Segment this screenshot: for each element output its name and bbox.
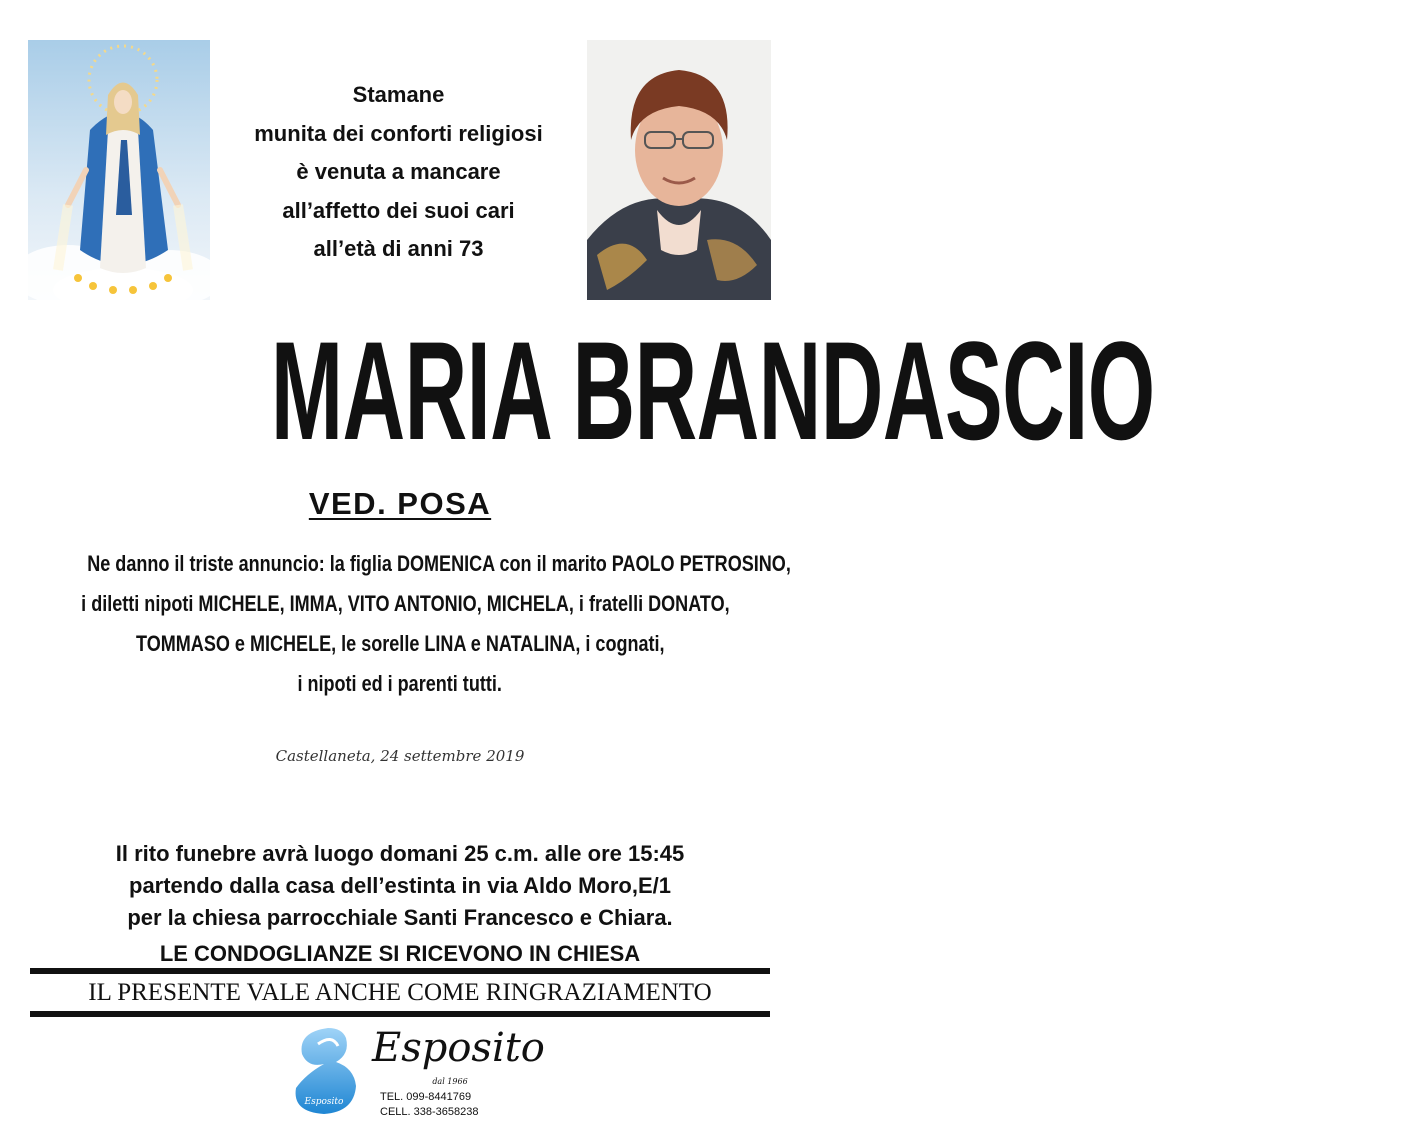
esposito-logo bbox=[288, 1024, 360, 1118]
divider-top bbox=[30, 968, 770, 974]
widow-of-text: VED. POSA bbox=[308, 486, 492, 521]
intro-line: all’età di anni 73 bbox=[313, 236, 484, 261]
brand-name: Esposito bbox=[372, 1025, 545, 1071]
funeral-line: per la chiesa parrocchiale Santi Francesco e Chiara. bbox=[127, 905, 673, 930]
announcement-line: Ne danno il triste annuncio: la figlia DOMENICA con il marito PAOLO PETROSINO, bbox=[87, 551, 791, 576]
intro-line: munita dei conforti religiosi bbox=[254, 120, 543, 146]
place-date: Castellaneta, 24 settembre 2019 bbox=[275, 747, 525, 765]
cell-number: CELL. 338-3658238 bbox=[380, 1106, 479, 1118]
brand-since: dal 1966 bbox=[432, 1077, 468, 1086]
announcement-line: TOMMASO e MICHELE, le sorelle LINA e NATALINA, i cognati, bbox=[135, 631, 665, 656]
phone-number: TEL. 099-8441769 bbox=[380, 1091, 472, 1103]
deceased-name-text: MARIA BRANDASCIO bbox=[270, 312, 1155, 469]
intro-line: Stamane bbox=[352, 82, 445, 107]
announcement-line: i diletti nipoti MICHELE, IMMA, VITO ANTONIO, MICHELA, i fratelli DONATO, bbox=[81, 591, 730, 616]
condolences-note: LE CONDOGLIANZE SI RICEVONO IN CHIESA bbox=[159, 941, 641, 966]
logo-text: Esposito bbox=[304, 1097, 344, 1107]
funeral-details bbox=[20, 838, 780, 934]
portrait-photo bbox=[587, 40, 771, 300]
intro-text bbox=[215, 76, 582, 269]
announcement bbox=[10, 544, 790, 704]
announcement-line: i nipoti ed i parenti tutti. bbox=[297, 671, 503, 696]
intro-line: è venuta a mancare bbox=[296, 159, 501, 184]
contacts bbox=[380, 1090, 520, 1120]
funeral-line: partendo dalla casa dell’estinta in via Aldo Moro,E/1 bbox=[129, 873, 671, 898]
divider-bottom bbox=[30, 1011, 770, 1017]
thanks-note: IL PRESENTE VALE ANCHE COME RINGRAZIAMENTO bbox=[88, 979, 712, 1006]
funeral-line: Il rito funebre avrà luogo domani 25 c.m. alle ore 15:45 bbox=[115, 841, 685, 866]
widow-of bbox=[0, 484, 800, 524]
intro-line: all’affetto dei suoi cari bbox=[282, 197, 515, 223]
madonna-image bbox=[28, 40, 210, 300]
deceased-name bbox=[0, 306, 1155, 476]
